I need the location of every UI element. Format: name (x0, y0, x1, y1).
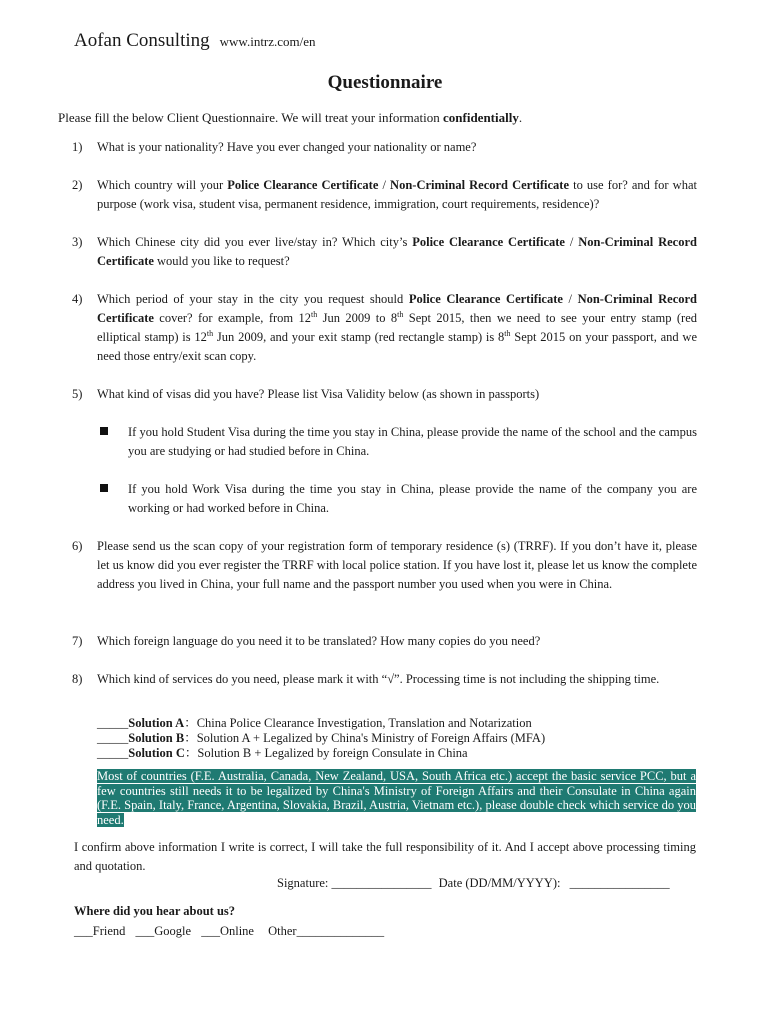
bullet-work-visa (100, 480, 697, 518)
question-5 (72, 385, 697, 404)
question-4 (72, 290, 697, 366)
question-number: 2) (72, 178, 83, 192)
question-text: What kind of visas did you have? Please list Visa Validity below (as shown in passports) (97, 387, 540, 401)
question-number: 5) (72, 387, 83, 401)
company-url[interactable]: www.intrz.com/en (219, 34, 316, 49)
question-number: 4) (72, 292, 83, 306)
bullet-text: If you hold Work Visa during the time you stay in China, please provide the name of the company you are working or had worked before in China. (128, 482, 697, 515)
company-name: Aofan Consulting (74, 30, 210, 51)
question-text: Which country will your Police Clearance Certificate / Non-Criminal Record Certificate to use for? and for what purpose (work visa, student visa, permanent residence, immigration, court requirements, residence)? (97, 178, 697, 211)
option-google[interactable]: ___Google (135, 924, 192, 938)
question-text: Which period of your stay in the city you request should Police Clearance Certificate / Non-Criminal Record Certificate cover? for example, from 12th Jun 2009 to 8th Sept 2015, then we need to see your entry stamp (red elliptical stamp) is 12th Jun 2009, and your exit stamp (red rectangle stamp) is 8th Sept 2015 on your passport, and we need those entry/exit scan copy. (97, 292, 697, 363)
question-text: Which kind of services do you need, please mark it with “√”. Processing time is not including the shipping time. (97, 672, 660, 686)
bullet-text: If you hold Student Visa during the time you stay in China, please provide the name of the school and the campus you are studying or had studied before in China. (128, 425, 697, 458)
question-number: 7) (72, 634, 83, 648)
square-bullet-icon (100, 484, 108, 492)
confirmation-text: I confirm above information I write is correct, I will take the full responsibility of it. And I accept above processing timing and quotation. (74, 840, 696, 873)
option-online[interactable]: ___Online (201, 924, 254, 938)
question-number: 8) (72, 672, 83, 686)
date-label: Date (DD/MM/YYYY): (438, 876, 561, 890)
bullet-student-visa (100, 423, 697, 461)
question-text: Which Chinese city did you ever live/stay in? Which city’s Police Clearance Certificate / Non-Criminal Record Certificate would you like to request? (97, 235, 697, 268)
solution-c-option[interactable]: _____Solution C：Solution B + Legalized by foreign Consulate in China (97, 746, 468, 760)
solution-a-option[interactable]: _____Solution A：China Police Clearance Investigation, Translation and Notarization (97, 716, 532, 730)
question-text: What is your nationality? Have you ever changed your nationality or name? (97, 140, 477, 154)
question-text: Which foreign language do you need it to be translated? How many copies do you need? (97, 634, 541, 648)
date-field[interactable]: ________________ (569, 876, 670, 890)
letterhead (74, 30, 316, 52)
question-7 (72, 632, 697, 651)
solution-b-option[interactable]: _____Solution B：Solution A + Legalized by China's Ministry of Foreign Affairs (MFA) (97, 731, 546, 745)
question-1 (72, 138, 697, 157)
question-number: 1) (72, 140, 83, 154)
question-number: 3) (72, 235, 83, 249)
question-text: Please send us the scan copy of your registration form of temporary residence (s) (TRRF). If you don’t have it, please let us know did you ever register the TRRF with local police station. If you have lost it, please let us know the complete address you lived in China, your full name and the passport number you used when you were in China. (97, 539, 697, 591)
question-3 (72, 233, 697, 271)
question-number: 6) (72, 539, 83, 553)
referral-heading: Where did you hear about us? (74, 904, 236, 918)
question-2 (72, 176, 697, 214)
referral-options (74, 924, 384, 939)
question-8 (72, 670, 697, 689)
highlighted-note: Most of countries (F.E. Australia, Canada, New Zealand, USA, South Africa etc.) accept the basic service PCC, but a few countries still needs it to be legalized by China's Ministry of Foreign Affairs and their Consulate in China again (F.E. Spain, Italy, France, Argentina, Slovakia, Brazil, Austria, Vietnam etc.), please double check which service do you need. (97, 769, 696, 827)
page-title: Questionnaire (327, 72, 443, 93)
intro-text: Please fill the below Client Questionnaire. We will treat your information confidentially. (58, 110, 523, 125)
option-other[interactable]: Other______________ (268, 924, 385, 938)
question-6 (72, 537, 697, 594)
square-bullet-icon (100, 427, 108, 435)
signature-field[interactable]: Signature: ________________ (277, 876, 432, 890)
signature-line (277, 876, 670, 891)
option-friend[interactable]: ___Friend (74, 924, 126, 938)
